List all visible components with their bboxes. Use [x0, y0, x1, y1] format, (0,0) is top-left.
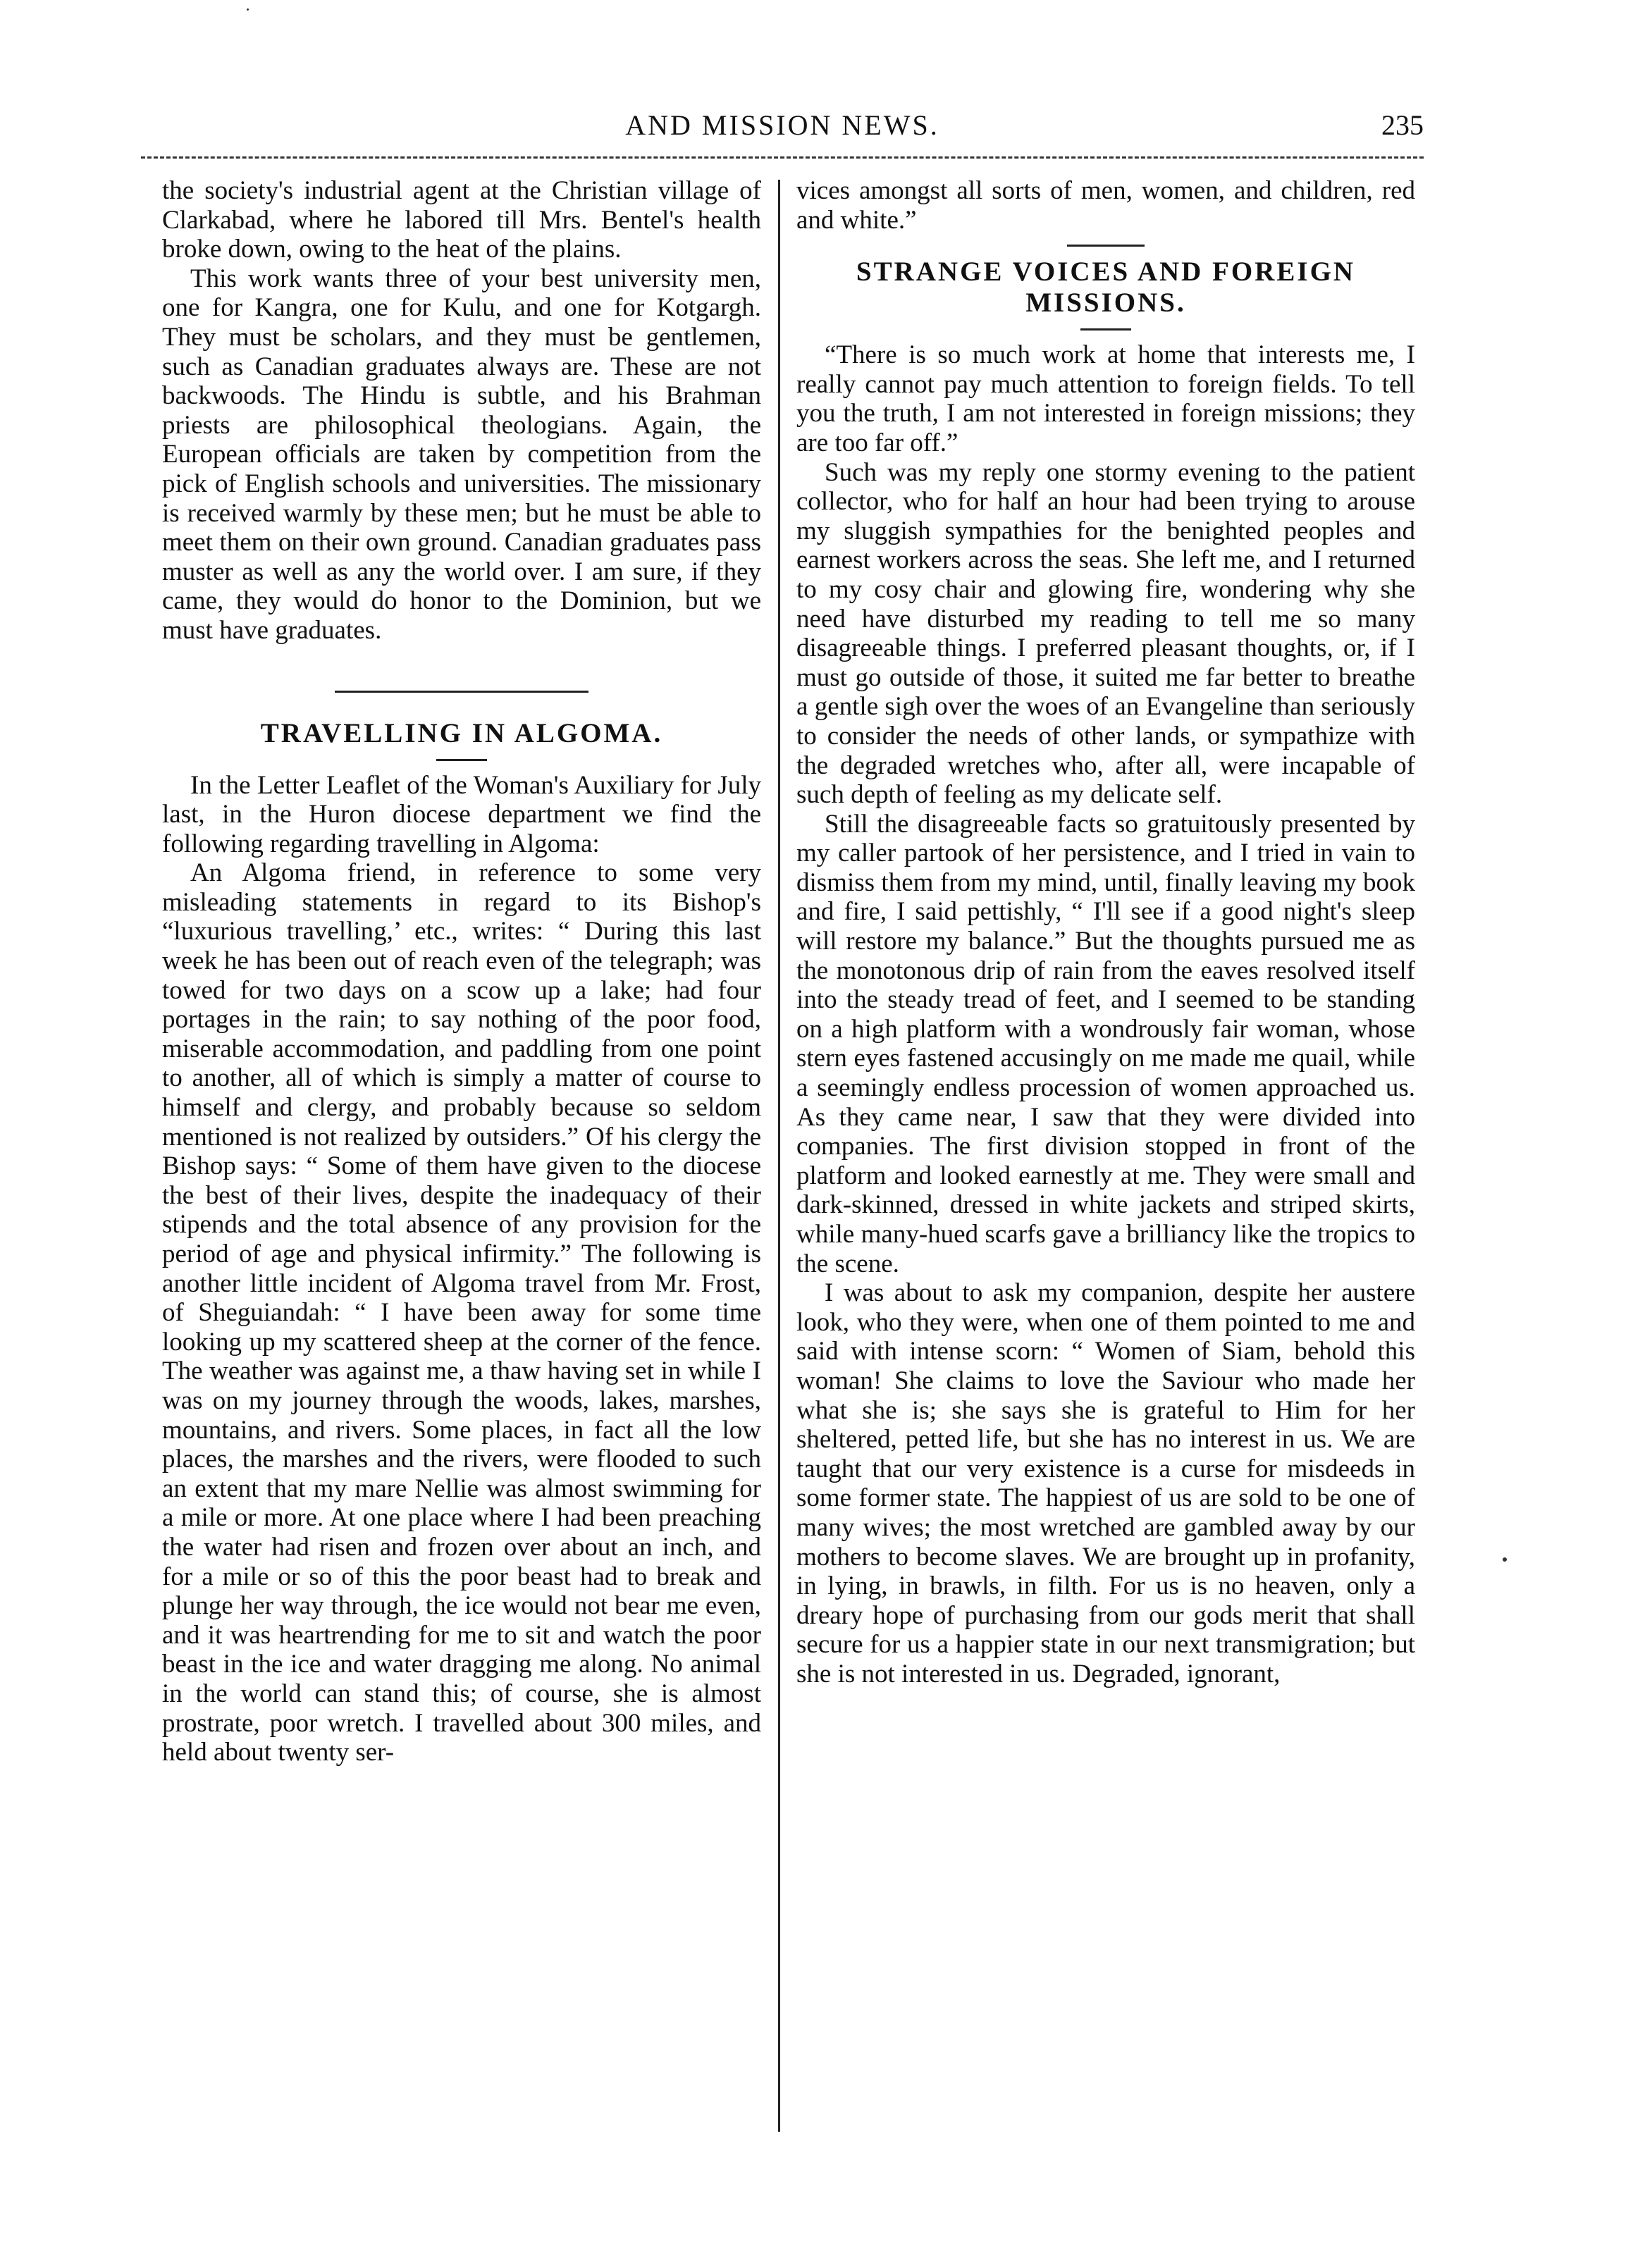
column-divider: [778, 180, 780, 2132]
ink-speck: [1503, 1557, 1507, 1562]
section-heading-strange-voices: STRANGE VOICES AND FOREIGN MISSIONS.: [856, 257, 1356, 319]
left-column: [162, 176, 761, 1767]
section-heading-travelling: TRAVELLING IN ALGOMA.: [260, 717, 663, 748]
right-paragraph-3: Such was my reply one stormy evening to the patient collector, who for half an hour had been trying to arouse my sluggish sympathies for the benighted peoples and earnest workers across the seas. She left me, and I returned to my cosy chair and glowing fire, wondering why she need have disturbed my reading to tell me so many disagreeable things. I preferred pleasant thoughts, or, if I must go outside of those, it suited me far better to breathe a gentle sigh over the woes of an Evangeline than seriously to consider the needs of other lands, or sympathize with the degraded wretches who, after all, were incapable of such depth of feeling as my delicate self.: [796, 457, 1415, 810]
left-paragraph-2: This work wants three of your best university men, one for Kangra, one for Kulu, and one for Kotgargh. They must be scholars, and they must be gentlemen, such as Canadian graduates always are. These are not backwoods. The Hindu is subtle, and his Brahman priests are philosophical theologians. Again, the European officials are taken by competition from the pick of English schools and universities. The missionary is received warmly by these men; but he must be able to meet them on their own ground. Canadian graduates pass muster as well as any the world over. I am sure, if they came, they would do honor to the Dominion, but we must have graduates.: [162, 264, 761, 645]
right-paragraph-4: Still the disagreeable facts so gratuitously presented by my caller partook of her persistence, and I tried in vain to dismiss them from my mind, until, finally leaving my book and fire, I said pettishly, “ I'll see if a good night's sleep will restore my balance.” But the thoughts pursued me as the monotonous drip of rain from the eaves resolved itself into the steady tread of feet, and I seemed to be standing on a high platform with a wondrously fair woman, whose stern eyes fastened accusingly on me made me quail, while a seemingly endless procession of women approached us. As they came near, I saw that they were divided into companies. The first division stopped in front of the platform and looked earnestly at me. They were small and dark-skinned, dressed in white jackets and striped skirts, while many-hued scarfs gave a brilliancy like the tropics to the scene.: [796, 809, 1415, 1278]
right-paragraph-1: vices amongst all sorts of men, women, and children, red and white.”: [796, 176, 1415, 235]
right-paragraph-5: I was about to ask my companion, despite her austere look, who they were, when one of them pointed to me and said with intense scorn: “ Women of Siam, behold this woman! She claims to love the Saviour who made her what she is; she says she is grateful to Him for her sheltered, petted life, but she has no interest in us. We are taught that our very existence is a curse for misdeeds in some former state. The happiest of us are sold to be one of many wives; the most wretched are gambled away by our mothers to become slaves. We are brought up in profanity, in lying, in brawls, in filth. For us is no heaven, only a dreary hope of purchasing from our gods merit that shall secure for us a happier state in our next transmigration; but she is not interested in us. Degraded, ignorant,: [796, 1278, 1415, 1688]
ink-speck: [247, 8, 249, 11]
right-column: [796, 176, 1415, 1689]
left-paragraph-4: An Algoma friend, in reference to some very misleading statements in regard to its Bishop's “luxurious travelling,’ etc., writes: “ During this last week he has been out of reach even of the telegraph; was towed for two days on a scow up a lake; had four portages in the rain; to say nothing of the poor food, miserable accommodation, and paddling from one point to another, all of which is simply a matter of course to himself and clergy, and probably because so seldom mentioned is not realized by outsiders.” Of his clergy the Bishop says: “ Some of them have given to the diocese the best of their lives, despite the inadequacy of their stipends and the total absence of any provision for the period of age and physical infirmity.” The following is another little incident of Algoma travel from Mr. Frost, of Sheguiandah: “ I have been away for some time looking up my scattered sheep at the corner of the fence. The weather was against me, a thaw having set in while I was on my journey through the woods, lakes, marshes, mountains, and rivers. Some places, in fact all the low places, the marshes and the rivers, were flooded to such an extent that my mare Nellie was almost swimming for a mile or more. At one place where I had been preaching the water had risen and frozen over about an inch, and for a mile or so of this the poor beast had to break and plunge her way through, the ice would not bear me even, and it was heartrending for me to sit and watch the poor beast in the ice and water dragging me along. No animal in the world can stand this; of course, she is almost prostrate, poor wretch. I travelled about 300 miles, and held about twenty ser-: [162, 858, 761, 1767]
running-head: [141, 106, 1424, 155]
running-title: AND MISSION NEWS.: [625, 109, 939, 141]
header-rule: [141, 156, 1424, 159]
page-number: 235: [1381, 109, 1424, 141]
right-paragraph-2: “There is so much work at home that interests me, I really cannot pay much attention to foreign fields. To tell you the truth, I am not interested in foreign missions; they are too far off.”: [796, 340, 1415, 457]
left-paragraph-3: In the Letter Leaflet of the Woman's Auxiliary for July last, in the Huron diocese department we find the following regarding travelling in Algoma:: [162, 770, 761, 858]
left-paragraph-1: the society's industrial agent at the Christian village of Clarkabad, where he labored till Mrs. Bentel's health broke down, owing to the heat of the plains.: [162, 176, 761, 264]
